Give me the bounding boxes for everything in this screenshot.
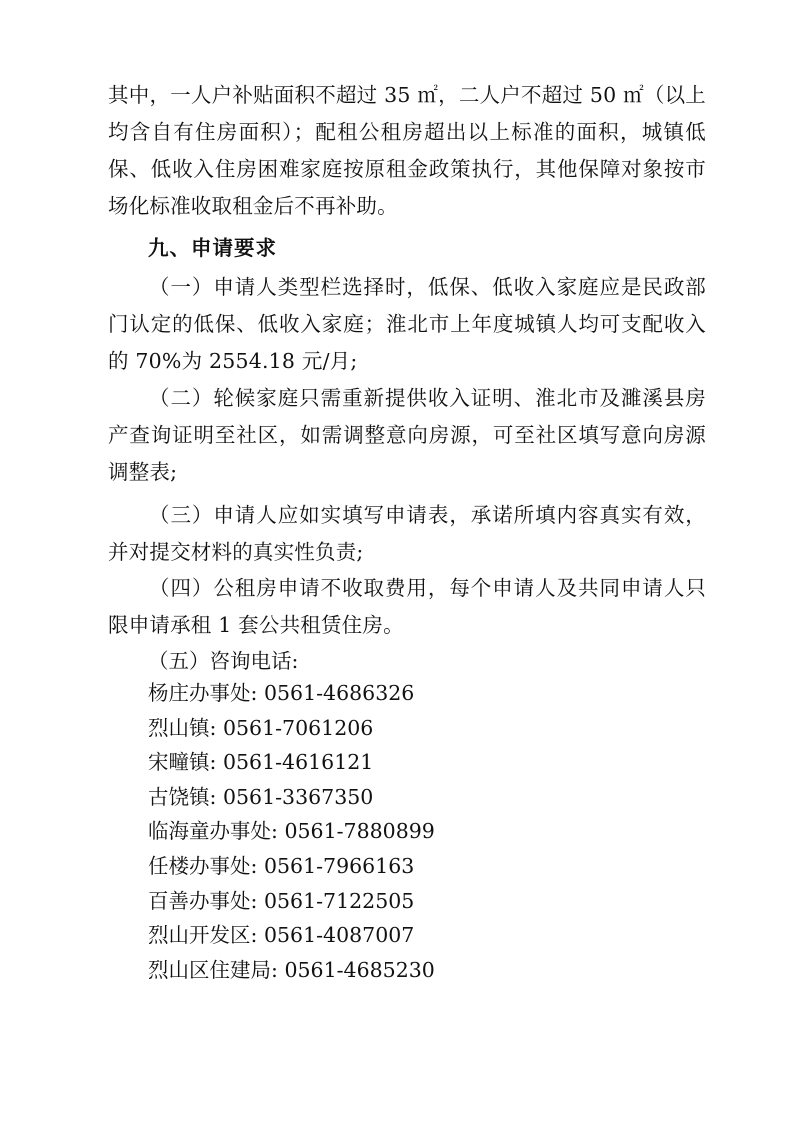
requirement-item-3: （三）申请人应如实填写申请表，承诺所填内容真实有效，并对提交材料的真实性负责;	[108, 503, 706, 564]
contact-phone: 0561-4685230	[284, 957, 435, 982]
contact-item	[148, 780, 435, 815]
contact-name: 任楼办事处:	[148, 853, 258, 878]
contact-phone: 0561-4616121	[222, 750, 374, 775]
contact-phone: 0561-7122505	[263, 888, 415, 913]
contact-item	[148, 814, 435, 849]
requirement-item-4: （四）公租房申请不收取费用，每个申请人及共同申请人只限申请承租 1 套公共租赁住房。	[108, 576, 706, 637]
contact-list	[148, 676, 435, 987]
contact-item	[148, 849, 435, 884]
contact-name: 宋疃镇:	[148, 750, 217, 775]
requirement-item-1: （一）申请人类型栏选择时，低保、低收入家庭应是民政部门认定的低保、低收入家庭；淮北市上年度城镇人均可支配收入的 70%为 2554.18 元/月;	[108, 275, 706, 373]
contact-item	[148, 676, 435, 711]
contact-name: 杨庄办事处:	[148, 681, 258, 705]
contact-name: 古饶镇:	[148, 784, 217, 809]
contact-name: 百善办事处:	[148, 888, 258, 913]
contact-item	[148, 918, 435, 953]
contact-item	[148, 745, 435, 780]
contact-phone: 0561-4686326	[263, 681, 415, 705]
contact-item	[148, 711, 435, 746]
contact-phone: 0561-7966163	[263, 853, 415, 878]
contact-title: （五）咨询电话:	[148, 649, 299, 673]
contact-item	[148, 884, 435, 919]
requirement-item-2: （二）轮候家庭只需重新提供收入证明、淮北市及濉溪县房产查询证明至社区，如需调整意向房源，可至社区填写意向房源调整表;	[108, 386, 706, 484]
section-heading: 九、申请要求	[148, 236, 277, 260]
contact-item	[148, 953, 435, 988]
contact-name: 烈山开发区:	[148, 923, 258, 948]
contact-phone: 0561-7061206	[222, 715, 374, 740]
contact-name: 烈山区住建局:	[148, 957, 278, 982]
contact-name: 烈山镇:	[148, 715, 217, 740]
contact-phone: 0561-4087007	[263, 923, 415, 948]
contact-name: 临海童办事处:	[148, 819, 278, 844]
contact-phone: 0561-7880899	[284, 819, 435, 844]
contact-phone: 0561-3367350	[222, 784, 374, 809]
intro-paragraph: 其中，一人户补贴面积不超过 35 ㎡，二人户不超过 50 ㎡（以上均含自有住房面积）；配租公租房超出以上标准的面积，城镇低保、低收入住房困难家庭按原租金政策执行，其他保障对象按市场化标准收取租金后不再补助。	[108, 83, 706, 218]
